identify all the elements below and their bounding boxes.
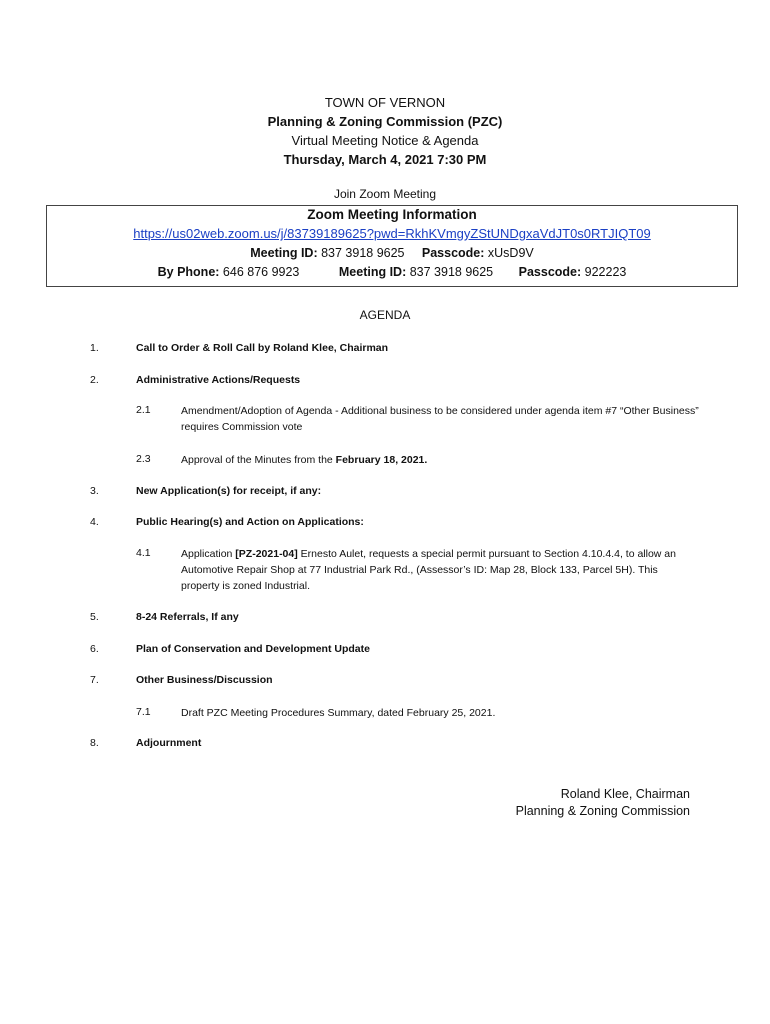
meeting-id-label: Meeting ID: — [250, 246, 318, 260]
zoom-meeting-link[interactable]: https://us02web.zoom.us/j/83739189625?pwd=RkhKVmgyZStUNDgxaVdJT0s0RTJIQT09 — [133, 226, 651, 241]
agenda-item-number: 7. — [90, 674, 99, 686]
sub-item-text — [181, 546, 681, 594]
agenda-item: Adjournment — [136, 737, 202, 749]
agenda-item: Plan of Conservation and Development Update — [136, 643, 370, 655]
phone-passcode-value: 922223 — [584, 265, 627, 279]
sub-item-text-part: Ernesto Aulet, requests a special permit pursuant to Section 4.10.4.4, to allow an Automotive Repair Shop at 77 Industrial Park Rd., (Assessor’s ID: Map 28, Block 133, Parcel 5H). This property is zoned Industrial. — [181, 548, 676, 592]
sub-item-text-bold: [PZ-2021-04] — [235, 548, 298, 560]
sub-item-text: Amendment/Adoption of Agenda - Additional business to be considered under agenda item #7 “Other Business” requires Commission vote — [181, 405, 699, 433]
signature-title: Planning & Zoning Commission — [515, 804, 690, 818]
phone-line — [47, 265, 737, 279]
meeting-notice: Virtual Meeting Notice & Agenda — [291, 133, 479, 148]
signature-name: Roland Klee, Chairman — [560, 787, 690, 801]
zoom-info-title: Zoom Meeting Information — [307, 207, 477, 222]
commission-name: Planning & Zoning Commission (PZC) — [267, 114, 503, 129]
sub-item-text-part: Application — [181, 548, 236, 560]
zoom-info-box — [46, 205, 738, 287]
agenda-item-number: 1. — [90, 342, 99, 354]
sub-item-number: 4.1 — [136, 547, 151, 559]
passcode-value: xUsD9V — [487, 246, 534, 260]
signature-block — [390, 786, 690, 820]
town-name: TOWN OF VERNON — [324, 95, 446, 110]
agenda-item: Administrative Actions/Requests — [136, 374, 301, 386]
phone-passcode-label: Passcode: — [518, 265, 582, 279]
agenda-item: Public Hearing(s) and Action on Applications: — [136, 516, 364, 528]
agenda-item-number: 4. — [90, 516, 99, 528]
sub-item-text-bold: February 18, 2021. — [335, 454, 428, 466]
sub-item-text: Draft PZC Meeting Procedures Summary, dated February 25, 2021. — [181, 707, 496, 719]
agenda-item-number: 8. — [90, 737, 99, 749]
sub-item-number: 2.3 — [136, 453, 151, 465]
agenda-item-number: 2. — [90, 374, 99, 386]
sub-item-text — [181, 452, 701, 468]
phone-meeting-id-label: Meeting ID: — [338, 265, 407, 279]
phone-label: By Phone: — [157, 265, 220, 279]
agenda-item: Other Business/Discussion — [136, 674, 273, 686]
agenda-title: AGENDA — [359, 308, 411, 322]
phone-meeting-id-value: 837 3918 9625 — [409, 265, 494, 279]
passcode-label: Passcode: — [421, 246, 485, 260]
join-zoom-label: Join Zoom Meeting — [333, 187, 437, 201]
meeting-date: Thursday, March 4, 2021 7:30 PM — [283, 152, 487, 167]
meeting-id-value: 837 3918 9625 — [321, 246, 405, 260]
agenda-item: 8-24 Referrals, If any — [136, 611, 239, 623]
agenda-item-number: 5. — [90, 611, 99, 623]
phone-value: 646 876 9923 — [222, 265, 300, 279]
sub-item-text-part: Approval of the Minutes from the — [181, 454, 336, 466]
agenda-item: Call to Order & Roll Call by Roland Klee, Chairman — [136, 342, 389, 354]
agenda-item-number: 6. — [90, 643, 99, 655]
agenda-item-number: 3. — [90, 485, 99, 497]
sub-item-number: 2.1 — [136, 404, 151, 416]
agenda-item: New Application(s) for receipt, if any: — [136, 485, 322, 497]
meeting-id-line — [47, 246, 737, 260]
sub-item-number: 7.1 — [136, 706, 151, 718]
